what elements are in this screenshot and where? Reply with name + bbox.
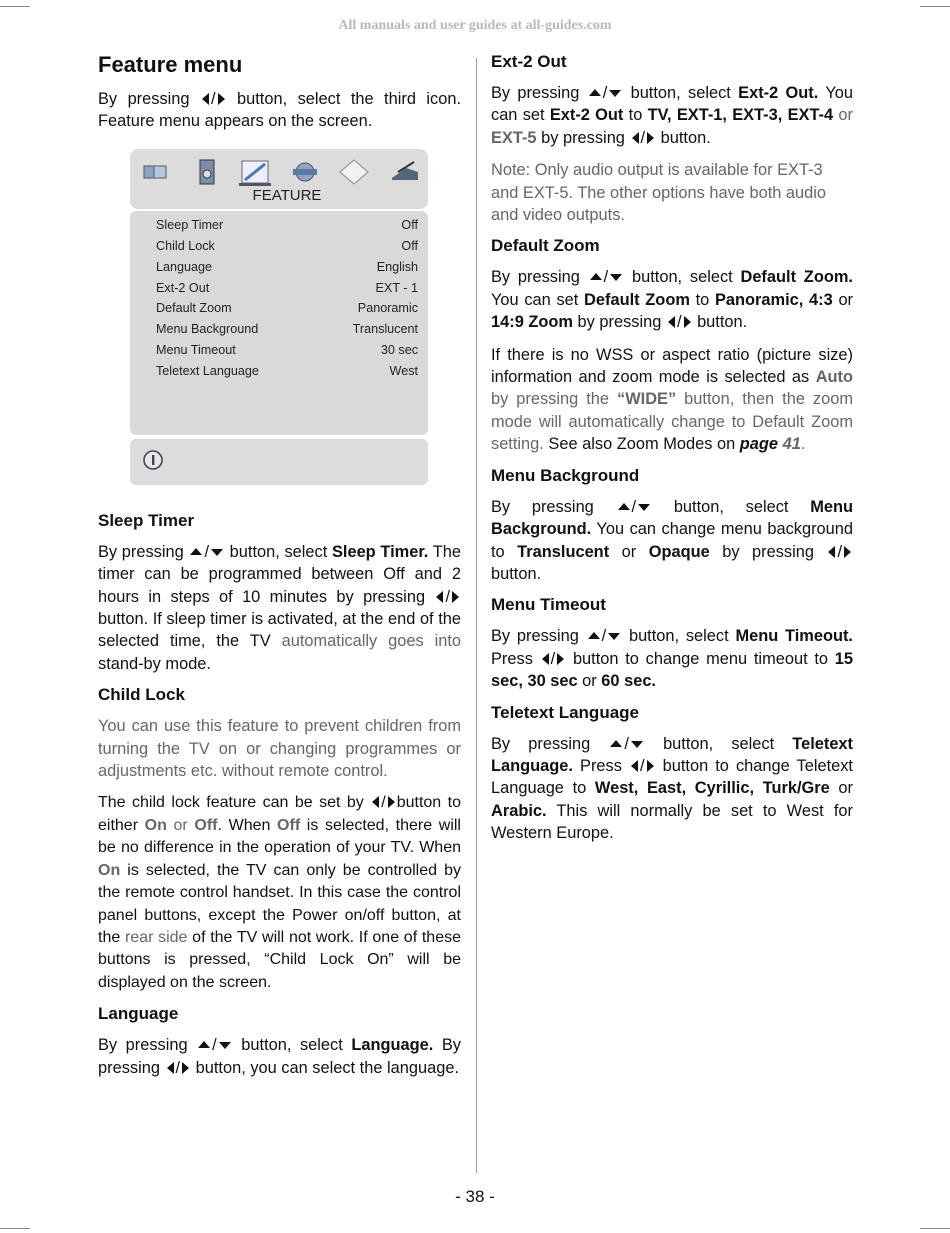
page-title: Feature menu — [98, 52, 243, 77]
sleep-timer-heading: Sleep Timer — [98, 510, 195, 530]
down-arrow-icon — [609, 90, 621, 97]
tv-icon — [388, 158, 420, 186]
right-arrow-icon — [647, 760, 654, 772]
left-arrow-icon — [372, 796, 379, 808]
ext2-out-paragraph: By pressing / button, select Ext-2 Out. You can set Ext-2 Out to TV, EXT-1, EXT-3, EXT-4 or EXT-5 by pressing / button. — [491, 84, 853, 147]
menu-row-child-lock: Child Lock Off — [156, 238, 418, 253]
page-number: - 38 - — [455, 1187, 495, 1206]
ext2-note: Note: Only audio output is available for EXT-3 and EXT-5. The other options have both audio and video outputs. — [491, 161, 827, 225]
menu-row-sleep-timer: Sleep Timer Off — [156, 217, 418, 232]
menu-row-teletext-language: Teletext Language West — [156, 363, 418, 378]
menu-row-default-zoom: Default Zoom Panoramic — [156, 300, 418, 315]
left-arrow-icon — [202, 93, 209, 105]
left-arrow-icon — [631, 760, 638, 772]
menu-background-paragraph: By pressing / button, select Menu Background. You can change menu background to Translucent or Opaque by pressing / button. — [491, 497, 854, 583]
watermark: All manuals and user guides at all-guides.com — [338, 18, 612, 33]
left-arrow-icon — [632, 132, 639, 144]
left-arrow-icon — [542, 653, 549, 665]
default-zoom-note: If there is no WSS or aspect ratio (picture size) information and zoom mode is selected as Auto by pressing the “WIDE” button, then the zoom mode will automatically change to Default Zoom setting. See also Zoom Modes on page 41. — [491, 345, 854, 454]
up-arrow-icon — [588, 632, 600, 639]
child-lock-intro: You can use this feature to prevent children from turning the TV on or changing programmes or adjustments etc. without remote control. — [98, 717, 461, 781]
up-arrow-icon — [618, 503, 630, 510]
crop-mark — [0, 1228, 30, 1229]
right-arrow-icon — [647, 132, 654, 144]
menu-row-ext2-out: Ext-2 Out EXT - 1 — [156, 280, 418, 295]
menu-timeout-paragraph: By pressing / button, select Menu Timeout. Press / button to change menu timeout to 15 sec, 30 sec or 60 sec. — [491, 627, 853, 691]
menu-list — [130, 211, 428, 435]
down-arrow-icon — [211, 549, 223, 556]
menu-icon-bar — [130, 149, 428, 209]
right-arrow-icon — [452, 591, 459, 603]
left-arrow-icon — [828, 546, 835, 558]
menu-info-bar — [130, 439, 428, 485]
down-arrow-icon — [631, 741, 643, 748]
left-arrow-icon — [167, 1062, 174, 1074]
menu-timeout-heading: Menu Timeout — [491, 595, 606, 615]
feature-menu-screenshot — [130, 149, 428, 487]
sleep-timer-paragraph: By pressing / button, select Sleep Timer. The timer can be programmed between Off and 2 hours in steps of 10 minutes by pressing / button. If sleep timer is activated, at the end of the selected time, the TV automatically goes into stand-by mode. — [98, 542, 462, 673]
teletext-language-paragraph: By pressing / button, select Teletext Language. Press / button to change Teletext Language to West, East, Cyrillic, Turk/Gre or Arabic. This will normally be set to West for Western Europe. — [491, 734, 854, 843]
crop-mark — [0, 6, 30, 7]
down-arrow-icon — [219, 1042, 231, 1049]
language-heading: Language — [98, 1004, 179, 1024]
install-icon — [289, 158, 321, 186]
menu-row-menu-timeout: Menu Timeout 30 sec — [156, 342, 418, 357]
menu-background-heading: Menu Background — [491, 465, 640, 485]
column-divider — [476, 58, 477, 1173]
default-zoom-heading: Default Zoom — [491, 236, 600, 256]
info-icon — [142, 449, 164, 471]
sound-icon — [190, 158, 222, 186]
left-column — [98, 52, 461, 1089]
child-lock-heading: Child Lock — [98, 685, 185, 705]
picture-icon — [140, 158, 172, 186]
menu-row-menu-background: Menu Background Translucent — [156, 321, 418, 336]
crop-mark — [920, 6, 950, 7]
menu-title: FEATURE — [252, 186, 322, 204]
ext2-out-heading: Ext-2 Out — [491, 52, 567, 71]
source-icon — [338, 158, 370, 186]
right-column — [491, 52, 853, 855]
up-arrow-icon — [590, 273, 602, 280]
language-paragraph: By pressing / button, select Language. By pressing / button, you can select the language. — [98, 1036, 461, 1077]
down-arrow-icon — [638, 504, 650, 511]
up-arrow-icon — [589, 89, 601, 96]
right-arrow-icon — [844, 546, 851, 558]
down-arrow-icon — [608, 633, 620, 640]
right-arrow-icon — [388, 796, 395, 808]
child-lock-paragraph: The child lock feature can be set by / button to either On or Off. When Off is selected, there will be no difference in the operation of your TV. When On is selected, the TV can only be controlled by the remote control handset. In this case the control panel buttons, except the Power on/off button, at the rear side of the TV will not work. If one of these buttons is pressed, “Child Lock On” will be displayed on the screen. — [98, 794, 461, 991]
down-arrow-icon — [610, 274, 622, 281]
menu-row-language: Language English — [156, 259, 418, 274]
up-arrow-icon — [610, 740, 622, 747]
feature-icon — [239, 158, 271, 186]
default-zoom-paragraph: By pressing / button, select Default Zoom. You can set Default Zoom to Panoramic, 4:3 or 14:9 Zoom by pressing / button. — [491, 268, 854, 332]
up-arrow-icon — [198, 1041, 210, 1048]
left-arrow-icon — [668, 316, 675, 328]
right-arrow-icon — [218, 93, 225, 105]
crop-mark — [920, 1228, 950, 1229]
right-arrow-icon — [684, 316, 691, 328]
left-arrow-icon — [436, 591, 443, 603]
right-arrow-icon — [557, 653, 564, 665]
intro-paragraph: By pressing / button, select the third icon. Feature menu appears on the screen. — [98, 90, 462, 131]
up-arrow-icon — [190, 548, 202, 555]
teletext-language-heading: Teletext Language — [491, 702, 639, 722]
right-arrow-icon — [182, 1062, 189, 1074]
